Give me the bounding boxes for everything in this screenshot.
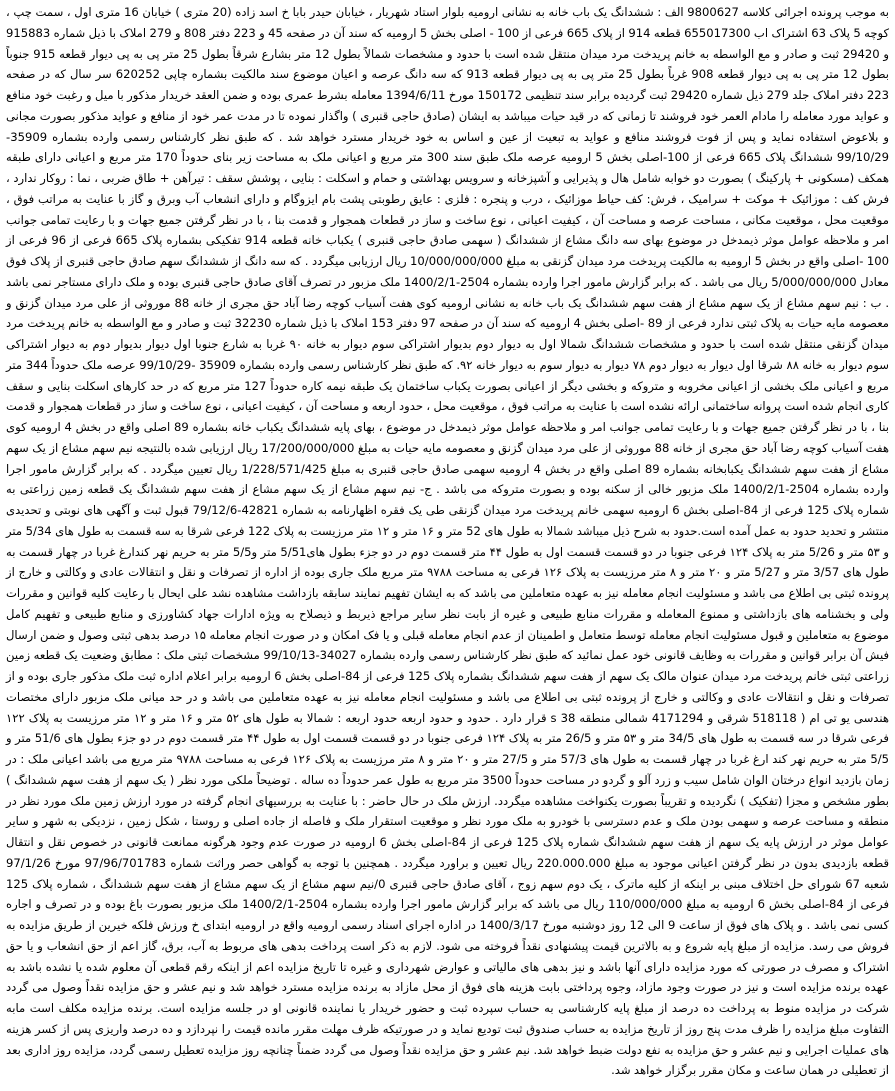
auction-notice-text: به موجب پرونده اجرائی کلاسه 9800627 الف : ششدانگ یک باب خانه به نشانی ارومیه بلوار استاد شهریار ، خیابان حیدر بابا خ اسد زاده (20 متری ) خیابان 16 متری اول ، سمت چپ ، کوچه 5 پلاک 63 اشتراک اب 655017300 قطعه 914 از پلاک 665 فرعی از 100 - اصلی بخش 5 ارومیه که سند آن در صفحه 45 و 223 دفتر 808 و 279 املاک با ذیل شماره 915883 و 29420 ثبت و صادر و مع الواسطه به خانم پریدخت مرد میدان منتقل شده است با حدود و مشخصات شمالاً بطول 12 متر بشارع شرقاً بطول 25 متر پی به پی دیوار قطعه 915 جنوباً بطول 12 متر پی به پی دیوار قطعه 908 غرباً بطول 25 متر پی به پی دیوار قطعه 913 که سه دانگ عرصه و اعیان موضوع سند مالکیت بشماره چاپی 620252 سر سال که در صفحه 223 دفتر املاک جلد 279 ذیل شماره 29420 ثبت گردیده برابر سند تنظیمی 150172 مورخ 1394/6/11 معامله بشرط عمری بوده و ضمن العقد خریدار مذکور با میل و رغبت خود منافع و عواید مورد معامله را مادام العمر خود فروشند تا زمانی که در قید حیات میباشد به ایشان (صادق حاجی قنبری ) واگذار نموده تا در مدت عمر خود از منافع و عواید مذکور بصورت مجانی و بلاعوض استفاده نماید و پس از فوت فروشند منافع و عواید به تبعیت از عین و اساس به خود خریدار مسترد خواهد شد . که طبق نظر کارشناس رسمی وارده بشماره 35909-99/10/29 ششدانگ پلاک 665 فرعی از 100-اصلی بخش 5 ارومیه عرصه ملک طبق سند 300 متر مربع و اعیانی ملک به مساحت زیر بنای حدوداً 170 متر مربع و اعیانی دارای طبقه همکف (مسکونی + پارکینگ ) بصورت دو خوابه شامل هال و پذیرایی و آشپزخانه و سرویس بهداشتی و حمام و اسکلت : بنایی ، پوشش سقف : تیرآهن + طاق ضربی ، نما : روکار ندارد ، فرش کف : موزائیک + موکت + سرامیک ، فرش: کف حیاط موزائیک ، درب و پنجره : فلزی : عایق رطوبتی پشت بام ایزوگام و دارای انشعاب آب وبرق و گاز با عنایت به مراتب فوق ، موقعیت محل ، موقعیت مکانی ، مساحت عرصه و مساحت آن ، کیفیت اعیانی ، نوع ساخت و ساز در قطعات همجوار و قدمت بنا ، با در نظر گرفتن جمیع جهات و با رعایت تمامی جوانب امر و ملاحظه عوامل موثر ذیمدخل در موضوع بهای سه دانگ مشاع از ششدانگ ( سهمی صادق حاجی قنبری ) یکباب خانه قطعه 914 تفکیکی بشماره پلاک 665 فرعی از 96 فرعی از 100 -اصلی واقع در بخش 5 ارومیه به مالکیت پریدخت مرد میدان گزنقی به مبلغ 10/000/000/000 ریال ارزیابی میگردد . که سه دانگ از ششدانگ سهم صادق حاجی قنبری از پلاک فوق معادل 5/000/000/000 ریال می باشد . که برابر گزارش مامور اجرا وارده بشماره 2504-1400/2/1 ملک مزبور در تصرف آقای صادق حاجی قنبری بوده و ملک دارای مستاجر نمی باشد . ب : نیم سهم مشاع از یک سهم مشاع از هفت سهم ششدانگ یک باب خانه به نشانی ارومیه کوی هفت آسیاب کوچه رضا آباد حق مجری از خانه 88 موروثی از علی مرد میدان گزنق و معصومه مایه حیات به پلاک ثبتی ندارد فرعی از 89 -اصلی بخش 4 ارومیه که سند آن در صفحه 97 دفتر 153 املاک با ذیل شماره 32230 ثبت و صادر و مع الواسطه به خانم پریدخت مرد میدان گزنقی منتقل شده است با حدود و مشخصات ششدانگ شمالا اول به دیوار دوم بدیوار اشتراکی سوم دیوار به خانه ۹۰ غربا به شارع جنوبا اول دیوار بدیوار دوم به دیوار اشتراکی سوم دیوار به خانه ۸۸ شرقا اول دیوار به دیوار دوم ۷۸ دیوار به دیوار سوم به دیوار خانه ۹۲. که طبق نظر کارشناس رسمی وارده بشماره 35909 -99/10/29 عرصه ملک حدوداً 344 متر مربع و اعیانی ملک بخشی از اعیانی مخروبه و متروکه و بخشی دیگر از اعیانی بصورت یکباب ساختمان یک طبقه نیمه کاره حدوداً 127 متر مربع که در حد کارهای اسکلت بنایی و سقف کاری انجام شده است پروانه ساختمانی ارائه نشده است با عنایت به مراتب فوق ، موقعیت محل ، حدود اربعه و مساحت آن ، کیفیت اعیانی ، نوع ساخت و ساز در قطعات همجوار و قدمت بنا ، با در نظر گرفتن جمیع جهات و با رعایت تمامی جوانب امر و ملاحظه عوامل موثر ذیمدخل در موضوع ، بهای پایه ششدانگ یکباب خانه بشماره 89 اصلی واقع در بخش 4 ارومیه کوی هفت آسیاب کوچه رضا آباد حق مجری از خانه 88 موروثی از علی مرد میدان گزنق و معصومه مایه حیات به مبلغ 17/200/000/000 ریال ارزیابی شده بالنتیجه نیم سهم مشاع از یک سهم مشاع از هفت سهم ششدانگ یکبابخانه بشماره 89 اصلی واقع در بخش 4 ارومیه سهمی صادق حاجی قنبری به مبلغ 1/228/571/425 ریال تعیین میگردد . که برابر گزارش مامور اجرا وارده بشماره 2504-1400/2/1 ملک مزبور خالی از سکنه بوده و بصورت متروکه می باشد . ج- نیم سهم مشاع از یک سهم مشاع از هفت سهم ششدانگ یک قطعه زمین زراعتی به شماره پلاک 125 فرعی از 84-اصلی بخش 6 ارومیه سهمی خانم پریدخت مرد میدان گزنقی طی یک فقره اظهارنامه به شماره 42821-79/12/6 قبول ثبت و آگهی های نوبتی و تحدیدی منتشر و تحدید حدود به عمل آمده است.حدود به شرح ذیل میباشد شمالا به طول های 52 متر و ۱۶ متر و ۱۲ متر مرزیست به پلاک 122 فرعی شرقا به سه قسمت به طول های 5/34 متر و ۵۳ متر و 5/26 متر به پلاک ۱۲۴ فرعی جنوبا در دو قسمت قسمت اول به طول ۴۴ متر قسمت دوم در دو جزء بطول های5/51 متر و5/5 متر به حریم نهر کندارغ غربا در چهار قسمت به طول های 3/57 متر و 5/27 متر و ۲۰ متر و ۸ متر مرزیست به پلاک ۱۲۶ فرعی به مساحت ۹۷۸۸ متر مربع ملک جاری بوده از اداره از تصرفات و نقل و انتقالات عادی و وکالتی و خارج از پرونده ثبتی بی اطلاع می باشد و مسئولیت انجام معامله نیز به عهده متعاملین می باشد که به ایشان تفهیم نمایند سابقه بازداشت مشاهده نشد علی ایحال با رعایت کلیه قوانین و مقررات ولی و بخشنامه های بازداشتی و ممنوع المعامله و مقررات منابع طبیعی و غیره از بابت نظر سایر مراجع ذیربط و ذیصلاح به ویژه ادارات جهاد کشاورزی و منابع طبیعی و تفهیم کامل موضوع به متعاملین و قبول مسئولیت انجام معامله توسط متعامل و اطمینان از عدم انجام معامله قبلی و یا فک امکان و در صورت انجام معامله ۱۵ درصد بدهی ثبتی وصول و ضمن ارسال فیش آن برابر قوانین و مقررات به وظایف قانونی خود عمل نمائید که طبق نظر کارشناس رسمی وارده بشماره 34027-99/10/13 مشخصات ثبتی ملک : مطابق وضعیت یک قطعه زمین زراعتی ثبتی خانم پریدخت مرد میدان عنوان مالک یک سهم از هفت سهم ششدانگ بشماره پلاک 125 فرعی از 84-اصلی بخش 6 ارومیه برابر اعلام اداره ثبت ملک مذکور جاری بوده و از تصرفات و نقل و انتقالات عادی و وکالتی و خارج از پرونده ثبتی بی اطلاع می باشد و مسئولیت انجام معامله نیز به عهده متعاملین می باشد و در حد میانی ملک مزبور دارای مختصات هندسی یو تی ام ( 518118 شرقی و 4171294 شمالی منطقه 38 s قرار دارد . حدود و حدود اربعه حدود اربعه : شمالا به طول های ۵۲ متر و ۱۶ متر و ۱۲ متر مرزیست به پلاک ۱۲۲ فرعی شرقا در سه قسمت به طول های 34/5 متر و ۵۳ متر و 26/5 متر به پلاک ۱۲۴ فرعی جنوبا در دو قسمت قسمت اول به طول ۴۴ متر قسمت دوم در دو جزء بطول های 51/6 متر و 5/5 متر به حریم نهر کند ارغ غربا در چهار قسمت به طول های 57/3 متر و 27/5 متر و ۲۰ متر و ۸ متر مرزیست به پلاک ۱۲۶ فرعی به مساحت ۹۷۸۸ متر مربع می باشد اعیانی ملک : در زمان بازدید انواع درختان الوان شامل سیب و زرد آلو و گردو در مساحت حدوداً 3500 متر مربع به طول عمر حدوداً ده ساله . توضیحاً ملکی مورد نظر ( یک سهم از هفت سهم ششدانگ ) بطور مشخص و مجزا (تفکیک ) نگردیده و تقریباً بصورت یکنواخت مشاهده میگردد. ارزش ملک در حال حاضر : با عنایت به بررسیهای انجام گرفته در مورد ارزش زمین ملک مورد نظر در منطقه و مساحت عرصه و سهمی بودن ملک و عدم دسترسی با خودرو به ملک مورد نظر و موقعیت استقرار ملک و فاصله از جاده اصلی و روستا ، شکل زمین ، نزدیکی به شهر و سایر عوامل موثر در ارزش پایه یک سهم از هفت سهم ششدانگ شماره پلاک 125 فرعی از 84-اصلی بخش 6 ارومیه در صورت عدم وجود هرگونه ممانعت قانونی در خصوص نقل و انتقال قطعه بازدیدی بدون در نظر گرفتن اعیانی موجود به مبلغ 220.000.000 ریال تعیین و براورد میگردد . همچنین با توجه به گواهی حصر وراثت شماره 97/96/701783 مورخ 97/1/26 شعبه 67 شورای حل اختلاف مبنی بر اینکه از کلیه ماترک ، یک دوم سهم زوج ، آقای صادق حاجی قنبری 0/نیم سهم مشاع از یک سهم مشاع از هفت سهم ششدانگ ، شماره پلاک 125 فرعی از 84-اصلی بخش 6 ارومیه به مبلغ 110/000/000 ریال می باشد که برابر گزارش مامور اجرا وارده بشماره 2504-1400/2/1 ملک مزبور بصورت باغ بوده و در تصرف و اجاره کسی نمی باشد . و پلاک های فوق از ساعت 9 الی 12 روز دوشنبه مورخ 1400/3/17 در اداره اجرای اسناد رسمی ارومیه واقع در ارومیه ابتدای خ ورزش فلکه خیرین از طریق مزایده به فروش می رسد. مزایده از مبلغ پایه شروع و به بالاترین قیمت پیشنهادی نقداً فروخته می شود. لازم به ذکر است پرداخت بدهی های مربوط به آب، برق، گاز اعم از حق انشعاب و یا حق اشتراک و مصرف در صورتی که مورد مزایده دارای آنها باشد و نیز بدهی های مالیاتی و عوارض شهرداری و غیره تا تاریخ مزایده اعم از اینکه رقم قطعی آن معلوم شده یا نشده باشد به عهده برنده مزایده است و نیز در صورت وجود مازاد، وجوه پرداختی بابت هزینه های فوق از محل مازاد به برنده مزایده مسترد خواهد شد و نیم عشر و حق مزایده نقداً وصول می گردد شرکت در مزایده منوط به پرداخت ده درصد از مبلغ پایه کارشناسی به حساب سپرده ثبت و حضور خریدار یا نماینده قانونی او در جلسه مزایده است. برنده مزایده مکلف است مابه التفاوت مبلغ مزایده را ظرف مدت پنج روز از تاریخ مزایده به حساب صندوق ثبت تودیع نماید و در صورتیکه ظرف مهلت مقرر مانده قیمت را نپردازد و ده درصد واریزی پس از کسر هزینه های عملیات اجرایی و نیم عشر و حق مزایده به نفع دولت ضبط خواهد شد. نیم عشر و حق مزایده نقداً وصول می گردد ضمناً چنانچه روز مزایده تعطیل رسمی گردد، مزایده روز اداری بعد از تعطیلی در همان ساعت و مکان مقرر برگزار خواهد شد. — [6, 5, 890, 1078]
